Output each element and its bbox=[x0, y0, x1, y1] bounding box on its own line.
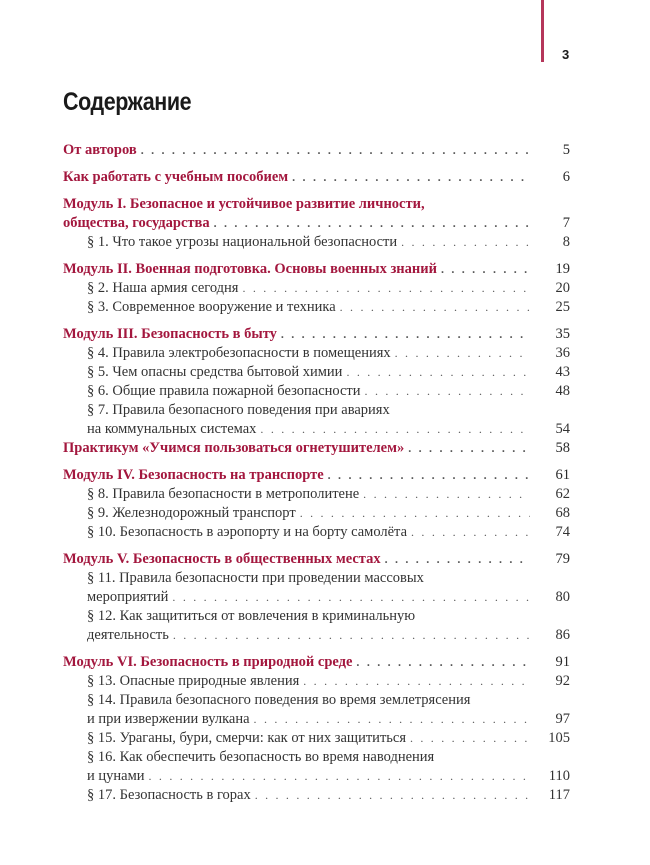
toc-page: 54 bbox=[555, 421, 570, 437]
toc-section-7[interactable] bbox=[63, 420, 570, 439]
toc-page: 110 bbox=[548, 768, 570, 784]
leader-dots bbox=[300, 504, 530, 523]
toc-entry-how-to-use[interactable] bbox=[63, 168, 570, 187]
toc-label: общества, государства bbox=[63, 215, 210, 231]
toc-label: и цунами bbox=[87, 768, 145, 784]
toc-label: § 1. Что такое угрозы национальной безопасности bbox=[87, 234, 398, 250]
toc-module-5[interactable] bbox=[63, 550, 570, 569]
toc-page: 6 bbox=[562, 169, 570, 185]
page-number: 3 bbox=[562, 47, 570, 62]
toc-page: 79 bbox=[555, 551, 570, 567]
toc-label: § 7. Правила безопасного поведения при авариях bbox=[87, 402, 390, 418]
toc-section-3[interactable] bbox=[63, 298, 570, 317]
toc-label: § 6. Общие правила пожарной безопасности bbox=[87, 383, 361, 399]
toc-page: 35 bbox=[555, 326, 570, 342]
toc-label: § 12. Как защититься от вовлечения в криминальную bbox=[87, 608, 416, 624]
toc-page: 8 bbox=[562, 234, 570, 250]
toc-practicum[interactable] bbox=[63, 439, 570, 458]
toc-label: Модуль VI. Безопасность в природной среде bbox=[63, 654, 353, 670]
leader-dots bbox=[214, 214, 530, 233]
toc-section-9[interactable] bbox=[63, 504, 570, 523]
toc-page: 25 bbox=[555, 299, 570, 315]
toc-section-5[interactable] bbox=[63, 363, 570, 382]
toc-section-6[interactable] bbox=[63, 382, 570, 401]
toc-section-14-line1[interactable] bbox=[63, 691, 570, 710]
toc-label: деятельность bbox=[87, 627, 169, 643]
toc-page: 92 bbox=[555, 673, 570, 689]
toc-section-16[interactable] bbox=[63, 767, 570, 786]
toc-module-3[interactable] bbox=[63, 325, 570, 344]
toc-module-2[interactable] bbox=[63, 260, 570, 279]
leader-dots bbox=[242, 279, 530, 298]
toc-entry-authors[interactable] bbox=[63, 141, 570, 160]
toc-page: 105 bbox=[548, 730, 570, 746]
toc-page: 91 bbox=[555, 654, 570, 670]
toc-label: § 15. Ураганы, бури, смерчи: как от них защититься bbox=[87, 730, 406, 746]
toc-section-10[interactable] bbox=[63, 523, 570, 542]
leader-dots bbox=[340, 298, 530, 317]
leader-dots bbox=[408, 439, 530, 458]
toc-page: 19 bbox=[555, 261, 570, 277]
toc-label: § 10. Безопасность в аэропорту и на борту самолёта bbox=[87, 524, 408, 540]
leader-dots bbox=[410, 729, 530, 748]
toc-page: 117 bbox=[548, 787, 570, 803]
leader-dots bbox=[365, 382, 530, 401]
toc-label: на коммунальных системах bbox=[87, 421, 257, 437]
toc-page: 68 bbox=[555, 505, 570, 521]
toc-section-7-line1[interactable] bbox=[63, 401, 570, 420]
leader-dots bbox=[411, 523, 530, 542]
toc-label: § 9. Железнодорожный транспорт bbox=[87, 505, 296, 521]
toc-section-8[interactable] bbox=[63, 485, 570, 504]
toc-section-2[interactable] bbox=[63, 279, 570, 298]
toc-page: 61 bbox=[555, 467, 570, 483]
toc-label: § 14. Правила безопасного поведения во время землетрясения bbox=[87, 692, 471, 708]
toc-label: Практикум «Учимся пользоваться огнетушителем» bbox=[63, 440, 405, 456]
toc-label: § 17. Безопасность в горах bbox=[87, 787, 251, 803]
toc-module-1-line1[interactable] bbox=[63, 195, 570, 214]
toc-module-1[interactable] bbox=[63, 214, 570, 233]
leader-dots bbox=[292, 168, 530, 187]
toc-label: § 4. Правила электробезопасности в помещениях bbox=[87, 345, 391, 361]
toc-page: 80 bbox=[555, 589, 570, 605]
toc-label: § 13. Опасные природные явления bbox=[87, 673, 300, 689]
toc-section-12[interactable] bbox=[63, 626, 570, 645]
toc-label: § 16. Как обеспечить безопасность во время наводнения bbox=[87, 749, 435, 765]
leader-dots bbox=[254, 710, 530, 729]
toc-page: 48 bbox=[555, 383, 570, 399]
toc-section-12-line1[interactable] bbox=[63, 607, 570, 626]
leader-dots bbox=[255, 786, 530, 805]
leader-dots bbox=[149, 767, 530, 786]
leader-dots bbox=[260, 420, 530, 439]
toc-page: 74 bbox=[555, 524, 570, 540]
toc-section-11-line1[interactable] bbox=[63, 569, 570, 588]
toc-page: 5 bbox=[562, 142, 570, 158]
toc-label: мероприятий bbox=[87, 589, 169, 605]
toc-label: и при извержении вулкана bbox=[87, 711, 250, 727]
toc-page: 43 bbox=[555, 364, 570, 380]
toc-page: 86 bbox=[555, 627, 570, 643]
toc-page: 36 bbox=[555, 345, 570, 361]
toc-section-11[interactable] bbox=[63, 588, 570, 607]
toc-label: § 3. Современное вооружение и техника bbox=[87, 299, 336, 315]
side-accent-bar bbox=[541, 0, 544, 62]
toc-label: § 5. Чем опасны средства бытовой химии bbox=[87, 364, 343, 380]
toc-page: 97 bbox=[555, 711, 570, 727]
table-of-contents bbox=[63, 141, 570, 805]
toc-page: 58 bbox=[555, 440, 570, 456]
leader-dots bbox=[401, 233, 530, 252]
toc-module-6[interactable] bbox=[63, 653, 570, 672]
toc-label: Модуль II. Военная подготовка. Основы военных знаний bbox=[63, 261, 437, 277]
toc-section-13[interactable] bbox=[63, 672, 570, 691]
leader-dots bbox=[363, 485, 530, 504]
leader-dots bbox=[173, 626, 530, 645]
toc-label: Модуль V. Безопасность в общественных местах bbox=[63, 551, 381, 567]
leader-dots bbox=[346, 363, 530, 382]
leader-dots bbox=[172, 588, 530, 607]
toc-page: 62 bbox=[555, 486, 570, 502]
toc-section-14[interactable] bbox=[63, 710, 570, 729]
toc-label: § 2. Наша армия сегодня bbox=[87, 280, 239, 296]
leader-dots bbox=[356, 653, 530, 672]
leader-dots bbox=[303, 672, 530, 691]
leader-dots bbox=[441, 260, 530, 279]
toc-label: Модуль IV. Безопасность на транспорте bbox=[63, 467, 324, 483]
toc-section-1[interactable] bbox=[63, 233, 570, 252]
toc-section-4[interactable] bbox=[63, 344, 570, 363]
toc-section-16-line1[interactable] bbox=[63, 748, 570, 767]
leader-dots bbox=[281, 325, 530, 344]
leader-dots bbox=[395, 344, 530, 363]
page-title: Содержание bbox=[63, 88, 192, 116]
toc-section-17[interactable] bbox=[63, 786, 570, 805]
toc-label: Модуль I. Безопасное и устойчивое развитие личности, bbox=[63, 196, 425, 212]
toc-label: Как работать с учебным пособием bbox=[63, 169, 289, 185]
toc-label: Модуль III. Безопасность в быту bbox=[63, 326, 277, 342]
toc-page: 7 bbox=[562, 215, 570, 231]
leader-dots bbox=[328, 466, 530, 485]
leader-dots bbox=[141, 141, 530, 160]
leader-dots bbox=[385, 550, 530, 569]
toc-module-4[interactable] bbox=[63, 466, 570, 485]
toc-label: § 11. Правила безопасности при проведении массовых bbox=[87, 570, 424, 586]
toc-page: 20 bbox=[555, 280, 570, 296]
toc-label: От авторов bbox=[63, 142, 137, 158]
toc-label: § 8. Правила безопасности в метрополитене bbox=[87, 486, 360, 502]
toc-section-15[interactable] bbox=[63, 729, 570, 748]
